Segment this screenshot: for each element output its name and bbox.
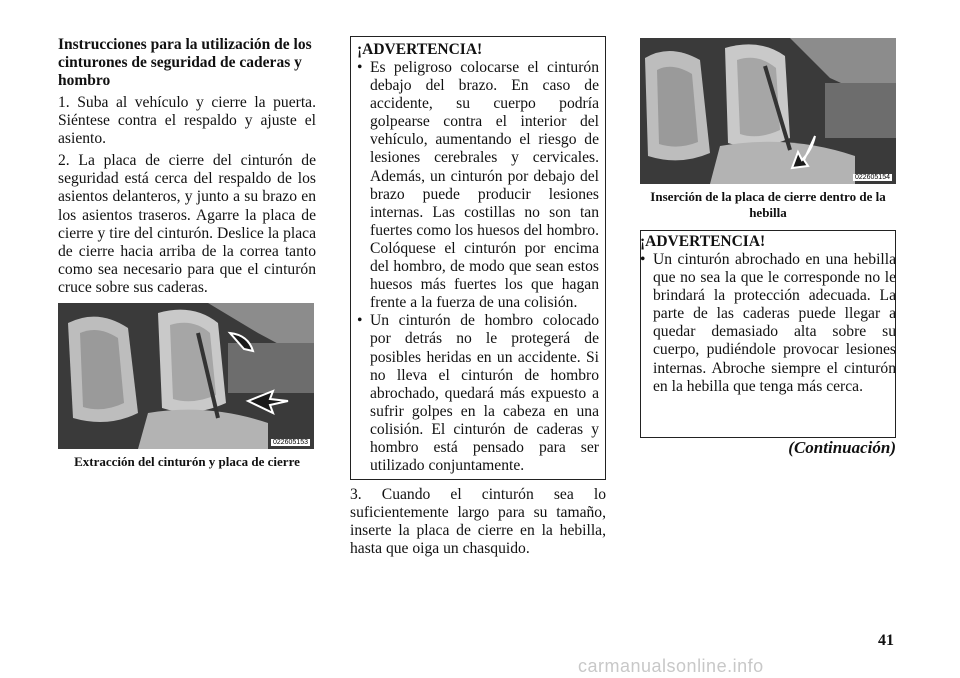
- warning-bullet: [357, 312, 599, 475]
- warning-title: ¡ADVERTENCIA!: [357, 41, 483, 58]
- bullet-icon: •: [357, 312, 363, 330]
- image-code: 022605154: [854, 174, 890, 181]
- watermark: carmanualsonline.info: [578, 656, 764, 676]
- page-number: 41: [878, 632, 894, 649]
- belt-extraction-photo: [58, 303, 314, 449]
- bullet-icon: •: [357, 59, 363, 76]
- car-seat-illustration: [640, 38, 896, 184]
- column-middle: [350, 36, 606, 563]
- figure-caption: Inserción de la placa de cierre dentro de la hebilla: [650, 189, 886, 220]
- section-heading: Instrucciones para la utilización de los cinturones de seguridad de caderas y hombro: [58, 36, 312, 89]
- figure-caption: Extracción del cinturón y placa de cierre: [74, 454, 300, 470]
- continuation-label: (Continuación): [788, 438, 896, 457]
- warning-title: ¡ADVERTENCIA!: [640, 233, 766, 250]
- step-3-paragraph: 3. Cuando el cinturón sea lo suficientemente largo para su tamaño, inserte la placa de cierre en la hebilla, hasta que oiga un chasquido.: [350, 486, 606, 558]
- warning-bullet-text: Un cinturón abrochado en una hebilla que no sea la que le corresponde no le brindará la protección adecuada. La parte de las caderas puede llegar a quedar demasiado alta sobre su cuerpo, pudiéndole provocar lesiones internas. Abroche siempre el cinturón en la hebilla que tenga más cerca.: [653, 251, 896, 395]
- column-left: [58, 36, 316, 470]
- warning-bullet: [357, 59, 599, 312]
- image-code: 022605153: [272, 439, 308, 447]
- buckle-insertion-photo: [640, 38, 896, 184]
- warning-bullet-text: Es peligroso colocarse el cinturón debajo del brazo. En caso de accidente, su cuerpo podría golpearse contra el interior del vehículo, aumentando el riesgo de lesiones cerebrales y cervicales. Además, un cinturón por debajo del brazo puede producir lesiones internas. Las costillas no son tan fuertes como los huesos del hombro. Colóquese el cinturón por encima del hombro, de modo que sean estos huesos más fuertes los que hagan frente a la fuerza de una colisión.: [370, 59, 599, 312]
- step-1-paragraph: 1. Suba al vehículo y cierre la puerta. Siéntese contra el respaldo y ajuste el asiento.: [58, 94, 316, 148]
- step-2-paragraph: 2. La placa de cierre del cinturón de seguridad está cerca del respaldo de los asientos delanteros, y junto a su brazo en los asientos traseros. Agarre la placa de cierre y tire del cinturón. Deslice la placa de cierre hacia arriba de la correa tanto como sea necesario para que el cinturón cruce sobre sus caderas.: [58, 152, 316, 296]
- warning-box: [350, 36, 606, 480]
- bullet-icon: •: [640, 251, 646, 268]
- car-seat-illustration: [58, 303, 314, 449]
- warning-bullet-text: Un cinturón de hombro colocado por detrás no le protegerá de posibles heridas en un accidente. Si no lleva el cinturón de hombro abrochado, quedará más expuesto a sufrir golpes en la cabeza en una colisión. El cinturón de caderas y hombro está pensado para ser utilizado conjuntamente.: [370, 312, 599, 475]
- warning-box-border: [640, 230, 896, 438]
